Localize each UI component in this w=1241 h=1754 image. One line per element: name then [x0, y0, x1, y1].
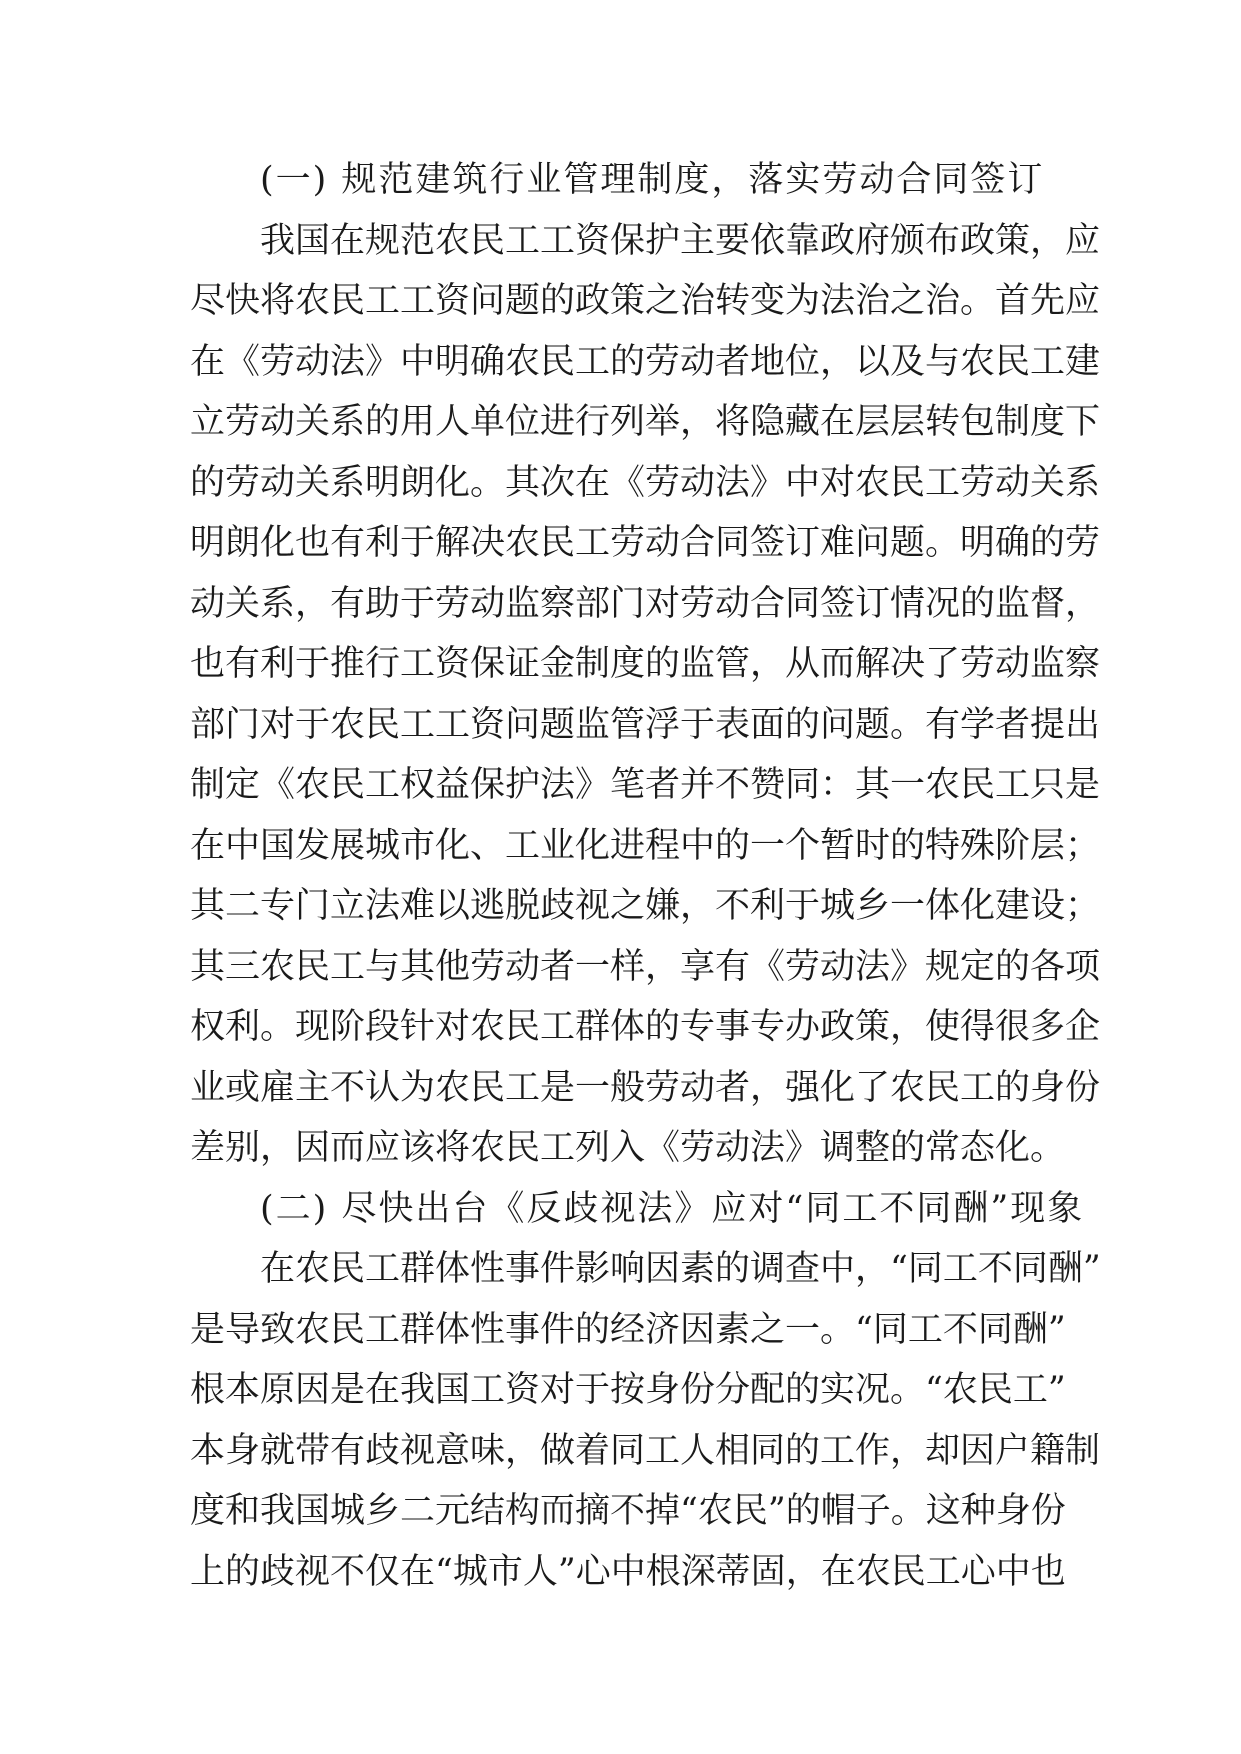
section-heading-1: (一) 规范建筑行业管理制度，落实劳动合同签订	[260, 160, 1045, 200]
paragraph-line: 在中国发展城市化、工业化进程中的一个暂时的特殊阶层；	[190, 825, 1101, 866]
paragraph-line: 在农民工群体性事件影响因素的调查中，“同工不同酬”	[260, 1249, 1101, 1289]
paragraph-line: 也有利于推行工资保证金制度的监管，从而解决了劳动监察	[190, 644, 1101, 684]
paragraph-line: 本身就带有歧视意味，做着同工人相同的工作，却因户籍制	[190, 1430, 1101, 1471]
paragraph-line: 部门对于农民工工资问题监管浮于表面的问题。有学者提出	[190, 704, 1101, 745]
paragraph-2	[190, 1239, 1101, 1602]
paragraph-line: 尽快将农民工工资问题的政策之治转变为法治之治。首先应	[190, 281, 1101, 321]
paragraph-1	[190, 211, 1101, 1179]
paragraph-line: 我国在规范农民工工资保护主要依靠政府颁布政策，应	[260, 220, 1101, 261]
paragraph-line: 明朗化也有利于解决农民工劳动合同签订难问题。明确的劳	[190, 523, 1101, 563]
paragraph-line: 动关系，有助于劳动监察部门对劳动合同签订情况的监督，	[190, 583, 1101, 624]
paragraph-line: 制定《农民工权益保护法》笔者并不赞同：其一农民工只是	[190, 765, 1101, 805]
paragraph-line: 在《劳动法》中明确农民工的劳动者地位，以及与农民工建	[190, 341, 1101, 382]
paragraph-line: 立劳动关系的用人单位进行列举，将隐藏在层层转包制度下	[190, 402, 1101, 442]
paragraph-line: 是导致农民工群体性事件的经济因素之一。“同工不同酬”	[190, 1309, 1066, 1350]
paragraph-line: 业或雇主不认为农民工是一般劳动者，强化了农民工的身份	[190, 1067, 1101, 1108]
paragraph-line: 根本原因是在我国工资对于按身份分配的实况。“农民工”	[190, 1370, 1066, 1410]
paragraph-line: 其三农民工与其他劳动者一样，享有《劳动法》规定的各项	[190, 946, 1101, 987]
document-page	[190, 150, 1101, 1602]
paragraph-line: 的劳动关系明朗化。其次在《劳动法》中对农民工劳动关系	[190, 462, 1101, 503]
section-heading-2: (二) 尽快出台《反歧视法》应对“同工不同酬”现象	[260, 1188, 1085, 1229]
paragraph-line: 权利。现阶段针对农民工群体的专事专办政策，使得很多企	[190, 1007, 1101, 1047]
paragraph-line: 上的歧视不仅在“城市人”心中根深蒂固，在农民工心中也	[190, 1551, 1066, 1592]
paragraph-line: 度和我国城乡二元结构而摘不掉“农民”的帽子。这种身份	[190, 1491, 1066, 1531]
paragraph-line: 其二专门立法难以逃脱歧视之嫌，不利于城乡一体化建设；	[190, 886, 1101, 926]
paragraph-line: 差别，因而应该将农民工列入《劳动法》调整的常态化。	[190, 1128, 1066, 1168]
